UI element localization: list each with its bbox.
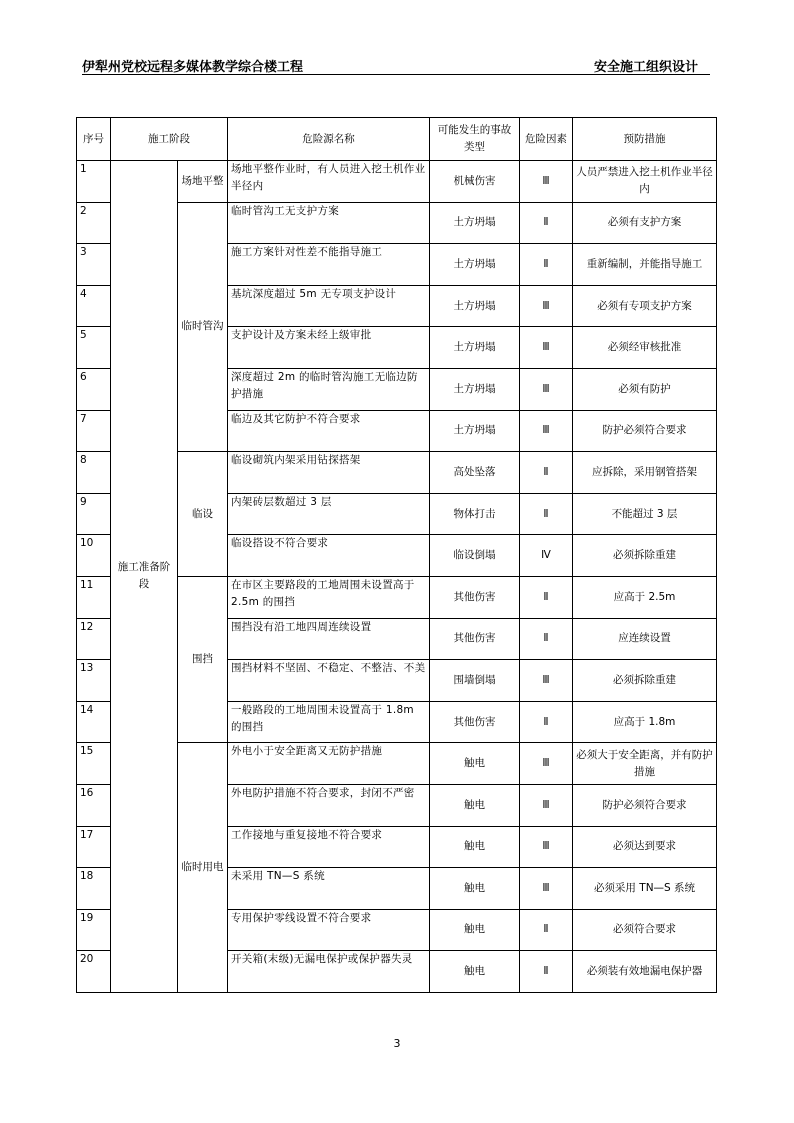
row-no: 14 bbox=[77, 701, 111, 743]
prevention-measure: 应拆除，采用钢管搭架 bbox=[573, 452, 717, 494]
accident-type: 临设倒塌 bbox=[430, 535, 520, 577]
accident-type: 土方坍塌 bbox=[430, 327, 520, 369]
page-header bbox=[82, 56, 710, 75]
accident-type: 触电 bbox=[430, 909, 520, 951]
row-no: 20 bbox=[77, 951, 111, 993]
prevention-measure: 防护必须符合要求 bbox=[573, 410, 717, 452]
prevention-measure: 必须大于安全距离，并有防护措施 bbox=[573, 743, 717, 785]
row-no: 18 bbox=[77, 868, 111, 910]
risk-level: Ⅳ bbox=[520, 535, 573, 577]
page-number: 3 bbox=[393, 1037, 401, 1050]
risk-level: Ⅲ bbox=[520, 410, 573, 452]
accident-type: 土方坍塌 bbox=[430, 410, 520, 452]
header-stage: 施工阶段 bbox=[111, 118, 228, 161]
accident-type: 高处坠落 bbox=[430, 452, 520, 494]
accident-type: 物体打击 bbox=[430, 493, 520, 535]
hazard-name: 内架砖层数超过 3 层 bbox=[228, 493, 430, 535]
risk-level: Ⅲ bbox=[520, 743, 573, 785]
hazard-name: 专用保护零线设置不符合要求 bbox=[228, 909, 430, 951]
row-no: 9 bbox=[77, 493, 111, 535]
group-temp: 临设 bbox=[178, 452, 228, 577]
hazard-name: 开关箱(末级)无漏电保护或保护器失灵 bbox=[228, 951, 430, 993]
accident-type: 触电 bbox=[430, 951, 520, 993]
risk-level: Ⅲ bbox=[520, 368, 573, 410]
risk-level: Ⅱ bbox=[520, 202, 573, 244]
accident-type: 触电 bbox=[430, 826, 520, 868]
stage-cell: 施工准备阶段 bbox=[111, 161, 178, 993]
project-title: 伊犁州党校远程多媒体教学综合楼工程 bbox=[82, 60, 304, 75]
prevention-measure: 必须达到要求 bbox=[573, 826, 717, 868]
header-accident: 可能发生的事故类型 bbox=[430, 118, 520, 161]
accident-type: 土方坍塌 bbox=[430, 285, 520, 327]
accident-type: 触电 bbox=[430, 743, 520, 785]
prevention-measure: 应高于 2.5m bbox=[573, 576, 717, 618]
risk-level: Ⅲ bbox=[520, 285, 573, 327]
row-no: 19 bbox=[77, 909, 111, 951]
hazard-name: 外电防护措施不符合要求，封闭不严密 bbox=[228, 784, 430, 826]
hazard-table bbox=[76, 117, 717, 993]
table-row bbox=[77, 161, 717, 203]
row-no: 3 bbox=[77, 244, 111, 286]
row-no: 11 bbox=[77, 576, 111, 618]
prevention-measure: 必须有防护 bbox=[573, 368, 717, 410]
risk-level: Ⅲ bbox=[520, 784, 573, 826]
accident-type: 其他伤害 bbox=[430, 618, 520, 660]
hazard-name: 临边及其它防护不符合要求 bbox=[228, 410, 430, 452]
risk-level: Ⅱ bbox=[520, 701, 573, 743]
risk-level: Ⅲ bbox=[520, 327, 573, 369]
accident-type: 触电 bbox=[430, 868, 520, 910]
row-no: 7 bbox=[77, 410, 111, 452]
risk-level: Ⅲ bbox=[520, 660, 573, 702]
accident-type: 土方坍塌 bbox=[430, 244, 520, 286]
prevention-measure: 防护必须符合要求 bbox=[573, 784, 717, 826]
prevention-measure: 必须装有效地漏电保护器 bbox=[573, 951, 717, 993]
accident-type: 机械伤害 bbox=[430, 161, 520, 203]
hazard-name: 在市区主要路段的工地周围未设置高于 2.5m 的围挡 bbox=[228, 576, 430, 618]
row-no: 6 bbox=[77, 368, 111, 410]
header-level: 危险因素 bbox=[520, 118, 573, 161]
risk-level: Ⅲ bbox=[520, 868, 573, 910]
accident-type: 土方坍塌 bbox=[430, 368, 520, 410]
document-title: 安全施工组织设计 bbox=[593, 60, 698, 75]
row-no: 17 bbox=[77, 826, 111, 868]
prevention-measure: 必须有专项支护方案 bbox=[573, 285, 717, 327]
group-site: 场地平整 bbox=[178, 161, 228, 203]
accident-type: 触电 bbox=[430, 784, 520, 826]
hazard-name: 支护设计及方案未经上级审批 bbox=[228, 327, 430, 369]
prevention-measure: 应连续设置 bbox=[573, 618, 717, 660]
risk-level: Ⅱ bbox=[520, 618, 573, 660]
prevention-measure: 应高于 1.8m bbox=[573, 701, 717, 743]
risk-level: Ⅱ bbox=[520, 909, 573, 951]
header-row bbox=[77, 118, 717, 161]
prevention-measure: 重新编制，并能指导施工 bbox=[573, 244, 717, 286]
hazard-name: 一般路段的工地周围未设置高于 1.8m 的围挡 bbox=[228, 701, 430, 743]
header-measure: 预防措施 bbox=[573, 118, 717, 161]
hazard-name: 临设砌筑内架采用钻探搭架 bbox=[228, 452, 430, 494]
risk-level: Ⅲ bbox=[520, 826, 573, 868]
hazard-name: 施工方案针对性差不能指导施工 bbox=[228, 244, 430, 286]
prevention-measure: 必须有支护方案 bbox=[573, 202, 717, 244]
risk-level: Ⅱ bbox=[520, 452, 573, 494]
group-power: 临时用电 bbox=[178, 743, 228, 993]
hazard-name: 临设搭设不符合要求 bbox=[228, 535, 430, 577]
prevention-measure: 必须采用 TN—S 系统 bbox=[573, 868, 717, 910]
hazard-name: 深度超过 2m 的临时管沟施工无临边防护措施 bbox=[228, 368, 430, 410]
row-no: 15 bbox=[77, 743, 111, 785]
hazard-name: 场地平整作业时，有人员进入挖土机作业半径内 bbox=[228, 161, 430, 203]
header-hazard: 危险源名称 bbox=[228, 118, 430, 161]
row-no: 4 bbox=[77, 285, 111, 327]
group-fence: 围挡 bbox=[178, 576, 228, 742]
row-no: 16 bbox=[77, 784, 111, 826]
hazard-name: 工作接地与重复接地不符合要求 bbox=[228, 826, 430, 868]
header-no: 序号 bbox=[77, 118, 111, 161]
hazard-name: 未采用 TN—S 系统 bbox=[228, 868, 430, 910]
row-no: 13 bbox=[77, 660, 111, 702]
prevention-measure: 必须拆除重建 bbox=[573, 660, 717, 702]
risk-level: Ⅱ bbox=[520, 244, 573, 286]
row-no: 12 bbox=[77, 618, 111, 660]
hazard-name: 围挡没有沿工地四周连续设置 bbox=[228, 618, 430, 660]
risk-level: Ⅱ bbox=[520, 493, 573, 535]
risk-level: Ⅲ bbox=[520, 161, 573, 203]
hazard-name: 基坑深度超过 5m 无专项支护设计 bbox=[228, 285, 430, 327]
row-no: 5 bbox=[77, 327, 111, 369]
accident-type: 围墙倒塌 bbox=[430, 660, 520, 702]
prevention-measure: 必须经审核批准 bbox=[573, 327, 717, 369]
prevention-measure: 必须符合要求 bbox=[573, 909, 717, 951]
hazard-name: 围挡材料不坚固、不稳定、不整洁、不美 bbox=[228, 660, 430, 702]
row-no: 1 bbox=[77, 161, 111, 203]
risk-level: Ⅱ bbox=[520, 576, 573, 618]
hazard-name: 临时管沟工无支护方案 bbox=[228, 202, 430, 244]
accident-type: 其他伤害 bbox=[430, 701, 520, 743]
group-trench: 临时管沟 bbox=[178, 202, 228, 452]
prevention-measure: 必须拆除重建 bbox=[573, 535, 717, 577]
row-no: 2 bbox=[77, 202, 111, 244]
prevention-measure: 不能超过 3 层 bbox=[573, 493, 717, 535]
row-no: 8 bbox=[77, 452, 111, 494]
row-no: 10 bbox=[77, 535, 111, 577]
hazard-name: 外电小于安全距离又无防护措施 bbox=[228, 743, 430, 785]
accident-type: 其他伤害 bbox=[430, 576, 520, 618]
prevention-measure: 人员严禁进入挖土机作业半径内 bbox=[573, 161, 717, 203]
accident-type: 土方坍塌 bbox=[430, 202, 520, 244]
risk-level: Ⅱ bbox=[520, 951, 573, 993]
